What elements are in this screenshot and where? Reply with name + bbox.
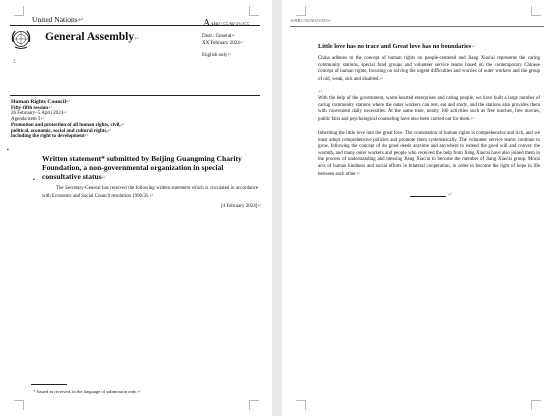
statement-title-line: Foundation, a non-governmental organization in special — [42, 163, 224, 173]
agenda-description-line: Promotion and protection of all human rights, civil,↵ — [11, 121, 125, 128]
crop-mark — [249, 6, 259, 16]
session-dates: 26 February–5 April 2024↵ — [11, 110, 68, 117]
bullet-marker: ▪ — [33, 178, 35, 183]
body-paragraph: Inheriting the little love into the great love. The connotation of human rights is comprehensive and rich, and we must adopt comprehensive policies and promote them systematically. The volunteer service teams continue to grow, following the concept of do good deeds anytime and anywhere to extend the good will and convey the warmth, and many outer workers and people who received the help from Jiang Xiao'ai have also joined them in the process of understanding and blessing Jiang Xiao'ai to become the member of Jiang Xiao'ai group. Moral acts of human kindness and social efforts in bilateral cooperation, in order to become the light of hope in life between each other.↵ — [318, 131, 540, 177]
un-emblem-icon — [10, 28, 32, 50]
crop-mark — [14, 400, 24, 410]
received-date: [4 February 2024]↵ — [221, 203, 262, 209]
crop-mark — [296, 6, 306, 16]
crop-mark — [249, 400, 259, 410]
body-paragraph: With the help of the government, warm-hearted enterprises and caring people, we have built a large number of caring community stations where the outer workers can rest, eat and study, and the stations also provides them with convenient daily necessities. At the same time, nearly 100 activities such as free lunches, free movies, public fairs and psychological counseling have also been carried out for them.↵ — [318, 96, 540, 122]
language-note: English only↵ — [202, 52, 232, 58]
session-block — [11, 100, 125, 140]
footnote: * Issued as received, in the language of submission only.↵ — [33, 389, 142, 395]
distribution-date: XX February 2024↵ — [202, 40, 244, 46]
footnote-rule — [31, 384, 67, 385]
header-rule — [10, 95, 260, 96]
org-name: United Nations↵ — [32, 15, 84, 24]
statement-title — [42, 154, 242, 184]
agenda-description-line: political, economic, social and cultural rights,↵ — [11, 127, 112, 134]
page-2 — [282, 0, 554, 416]
empty-paragraph-mark: ↵ — [318, 89, 323, 95]
crop-mark — [14, 6, 24, 16]
distribution: Distr.: General↵ — [202, 33, 236, 39]
sg-statement: The Secretary-General has received the following written statement which is circulated in accordance with Economic and Social Council resolution 1996/31.↵ — [42, 186, 258, 199]
bullet-marker: ▪ — [7, 148, 9, 153]
agenda-description-line: including the right to development↵ — [11, 133, 89, 140]
top-rule — [10, 25, 260, 26]
anchor-icon: ⚓ — [12, 59, 17, 65]
body-paragraph: China adheres to the concept of human rights on people-centered and Jiang Xiao'ai represents the caring community stations, special fund groups and volunteer service teams based on the contemporary Chinese concept of human rights, focusing on solving the urgent difficulties and worries of outer workers and the group of old, weak, sick and disabled.↵ — [318, 56, 540, 82]
page-1 — [0, 0, 272, 416]
session-number: Fifty-fifth session↵ — [11, 104, 53, 111]
distribution-block — [202, 33, 244, 59]
header-rule — [290, 26, 544, 27]
council-name: Human Rights Council↵ — [11, 99, 71, 105]
agenda-item: Agenda item 3↵ — [11, 116, 45, 123]
end-rule — [410, 196, 446, 197]
statement-heading: Little love has no trace and Great love has no boundaries↵ — [318, 43, 476, 50]
statement-title-line: Written statement* submitted by Beijing Guangming Charity — [42, 154, 242, 163]
document-symbol: A/HRC/55/NGO/255 — [203, 18, 250, 29]
crop-mark — [296, 400, 306, 410]
running-header: A/HRC/55/NGO/255↵ — [290, 18, 332, 24]
end-paragraph-mark: ↵ — [448, 192, 453, 198]
document-title: General Assembly↵ — [45, 31, 140, 43]
statement-title-line: consultative status↵ — [42, 172, 106, 182]
crop-mark — [531, 6, 541, 16]
crop-mark — [531, 400, 541, 410]
